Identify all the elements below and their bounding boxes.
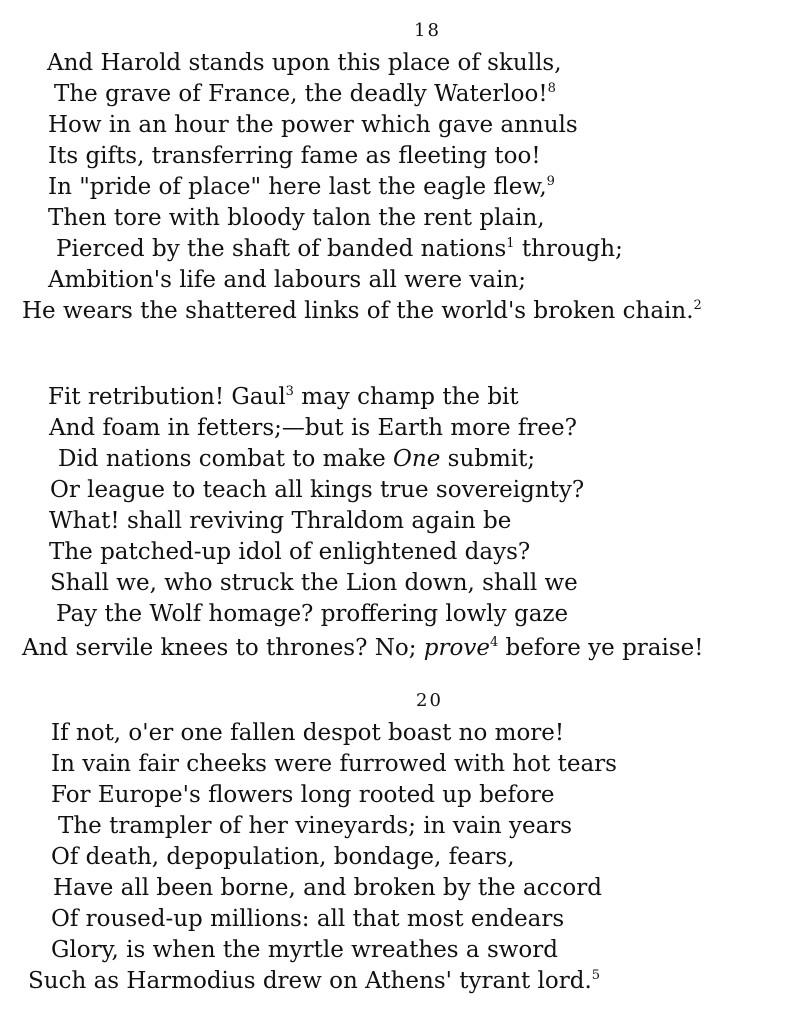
line-text: If not, o'er one fallen despot boast no more! [51, 720, 565, 746]
line-text: Shall we, who struck the Lion down, shall we [50, 570, 578, 596]
line-text: Glory, is when the myrtle wreathes a sword [51, 937, 558, 963]
line-text: How in an hour the power which gave annuls [48, 112, 578, 138]
line-text-tail: may champ the bit [293, 384, 519, 410]
footnote-marker: 5 [591, 968, 601, 983]
footnote-marker: 1 [506, 236, 515, 251]
italic-word: prove [423, 635, 490, 661]
poem-line [50, 476, 584, 504]
line-text-tail: before ye praise! [498, 635, 704, 661]
line-text: Ambition's life and labours all were vain; [48, 267, 527, 293]
poem-line [48, 142, 541, 170]
line-text: Pay the Wolf homage? proffering lowly gaze [56, 601, 569, 627]
line-text: The trampler of her vineyards; in vain years [58, 813, 573, 839]
poem-line [51, 750, 617, 778]
line-text: In "pride of place" here last the eagle flew, [48, 174, 547, 200]
line-text-tail: through; [514, 236, 623, 262]
poem-line [48, 173, 555, 201]
poem-line [51, 936, 558, 964]
footnote-marker: 4 [489, 635, 499, 650]
line-text: He wears the shattered links of the world's broken chain. [22, 298, 694, 324]
line-text: For Europe's flowers long rooted up before [51, 782, 555, 808]
poem-line [58, 812, 572, 840]
poem-line [28, 967, 600, 995]
poem-line [49, 414, 577, 442]
poem-line [48, 383, 519, 411]
poem-line [22, 634, 704, 662]
line-text: Or league to teach all kings true sovereignty? [50, 477, 585, 503]
line-text: What! shall reviving Thraldom again be [49, 508, 512, 534]
line-text: Of death, depopulation, bondage, fears, [51, 844, 515, 870]
line-text: Have all been borne, and broken by the accord [53, 875, 602, 901]
line-text: Then tore with bloody talon the rent plain, [48, 205, 545, 231]
stanza-number: 18 [414, 20, 441, 41]
line-text: Fit retribution! Gaul [48, 384, 286, 410]
poem-line [22, 297, 702, 325]
line-text: And servile knees to thrones? No; [22, 635, 424, 661]
line-text: Pierced by the shaft of banded nations [56, 236, 507, 262]
poem-line [51, 781, 554, 809]
footnote-marker: 9 [546, 174, 555, 189]
poem-line [54, 80, 556, 108]
poem-line [49, 538, 530, 566]
line-text: In vain fair cheeks were furrowed with hot tears [51, 751, 617, 777]
footnote-marker: 2 [693, 298, 702, 313]
line-text: Did nations combat to make [58, 446, 394, 472]
footnote-marker: 8 [547, 81, 556, 96]
line-text: And Harold stands upon this place of skulls, [47, 50, 562, 76]
italic-word: One [393, 446, 441, 472]
line-text-tail: submit; [440, 446, 536, 472]
line-text: Of roused-up millions: all that most endears [51, 906, 565, 932]
poem-line [51, 905, 564, 933]
line-text: The patched-up idol of enlightened days? [49, 539, 531, 565]
poem-line [47, 49, 562, 77]
line-text: The grave of France, the deadly Waterloo! [54, 81, 548, 107]
poem-line [51, 719, 564, 747]
poem-line [51, 843, 515, 871]
poem-line [56, 235, 623, 263]
poem-line [50, 569, 578, 597]
poem-line [49, 507, 511, 535]
poem-line [56, 600, 568, 628]
line-text: Such as Harmodius drew on Athens' tyrant lord. [28, 968, 592, 994]
line-text: Its gifts, transferring fame as fleeting too! [48, 143, 541, 169]
poem-line [48, 204, 545, 232]
poem-line [48, 266, 526, 294]
stanza-number: 20 [416, 690, 443, 711]
poem-line [53, 874, 602, 902]
footnote-marker: 3 [285, 384, 294, 399]
poem-line [48, 111, 578, 139]
poem-line [58, 445, 535, 473]
line-text: And foam in fetters;—but is Earth more free? [49, 415, 577, 441]
